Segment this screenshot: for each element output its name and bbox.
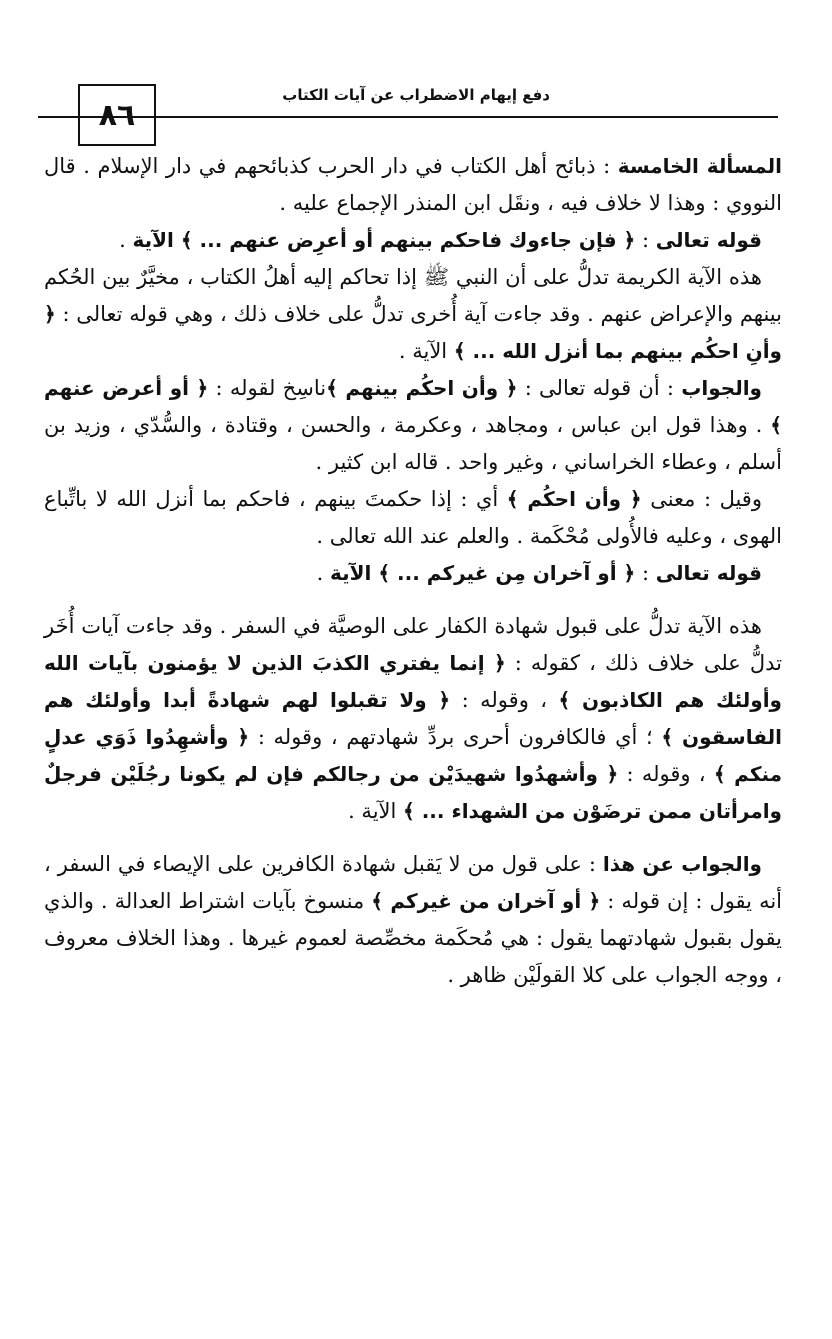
running-header-title: دفع إيهام الاضطراب عن آيات الكتاب (282, 86, 550, 104)
heading-lead: والجواب عن هذا (602, 852, 762, 876)
heading-lead: المسألة الخامسة (617, 154, 783, 178)
quran-verse: ﴿ أو أعرض عنهم ﴾ (44, 376, 782, 437)
paragraph-5: وقيل : معنى ﴿ وأن احكُم ﴾ أي : إذا حكمتَ بينهم ، فاحكم بما أنزل الله لا باتِّباع الهوى ، وعليه فالأُولى مُحْكَمة . والعلم عند الله تعالى . (44, 487, 782, 548)
paragraph-8: والجواب عن هذا : على قول من لا يَقبل شهادة الكافرين على الإيصاء في السفر ، أنه يقول : إن قوله : ﴿ أو آخران من غيركم ﴾ منسوخ بآيات اشتراط العدالة . والذي يقول بقبول شهادتهما يقول : هي مُحكَمة مخصِّصة لعموم غيرها . وهذا الخلاف معروف ، ووجه الجواب على كلا القولَيْن ظاهر . (44, 852, 783, 987)
paragraph-text: هذه الآية الكريمة تدلُّ على أن النبي ﷺ إذا تحاكم إليه أهلُ الكتاب ، مخيَّرٌ بين الحُكم بينهم والإعراض عنهم . وقد جاءت آية أُخرى تدلُّ على خلاف ذلك ، وهي قوله تعالى : (44, 265, 782, 326)
quran-verse: ﴿ وأن احكُم ﴾ (506, 487, 642, 511)
quran-verse: ﴿ وأن احكُم بينهم ﴾ (326, 376, 518, 400)
quran-verse: ﴿ أو آخران مِن غيركم ... ﴾ الآية (330, 561, 636, 585)
paragraph-text: : ذبائح أهل الكتاب في دار الحرب كذبائحهم في دار الإسلام . قال النووي : وهذا لا خلاف فيه ، ونقَل ابن المنذر الإجماع عليه . (44, 154, 782, 215)
quran-verse: ﴿ إنما يفتري الكذبَ الذين لا يؤمنون بآيات الله وأولئك هم الكاذبون ﴾ (44, 651, 782, 712)
page-body (44, 148, 782, 994)
heading-lead: قوله تعالى (655, 228, 762, 252)
paragraph-6: قوله تعالى : ﴿ أو آخران مِن غيركم ... ﴾ الآية . (316, 561, 762, 585)
quran-verse: ﴿ وأشهدُوا شهيدَيْن من رجالكم فإن لم يكونا رجُلَيْن فرجلٌ وامرأتان ممن ترضَوْن من الشهداء ... ﴾ (44, 762, 782, 823)
page-number: ٨٦ (78, 84, 156, 146)
paragraph-4: والجواب : أن قوله تعالى : ﴿ وأن احكُم بينهم ﴾ناسِخ لقوله : ﴿ أو أعرض عنهم ﴾ . وهذا قول ابن عباس ، ومجاهد ، وعكرمة ، والحسن ، وقتادة ، والسُّدّي ، وزيد بن أسلم ، وعطاء الخراساني ، وغير واحد . قاله ابن كثير . (44, 376, 782, 474)
quran-verse: ﴿ أو آخران من غيركم ﴾ (371, 889, 601, 913)
heading-lead: قوله تعالى (655, 561, 762, 585)
paragraph-7: هذه الآية تدلُّ على قبول شهادة الكفار على الوصيَّة في السفر . وقد جاءت آيات أُخَر تدلُّ على خلاف ذلك ، كقوله : ﴿ إنما يفتري الكذبَ الذين لا يؤمنون بآيات الله وأولئك هم الكاذبون ﴾ ، وقوله : ﴿ ولا تقبلوا لهم شهادةً أبدا وأولئك هم الفاسقون ﴾ ؛ أي فالكافرون أحرى بردِّ شهادتهم ، وقوله : ﴿ وأشهِدُوا ذَوَي عدلٍ منكم ﴾ ، وقوله : ﴿ وأشهدُوا شهيدَيْن من رجالكم فإن لم يكونا رجُلَيْن فرجلٌ وامرأتان ممن ترضَوْن من الشهداء ... ﴾ الآية . (44, 614, 783, 823)
quran-verse: ﴿ وأشهِدُوا ذَوَي عدلٍ منكم ﴾ (44, 725, 782, 786)
paragraph-3: هذه الآية الكريمة تدلُّ على أن النبي ﷺ إذا تحاكم إليه أهلُ الكتاب ، مخيَّرٌ بين الحُكم بينهم والإعراض عنهم . وقد جاءت آية أُخرى تدلُّ على خلاف ذلك ، وهي قوله تعالى : ﴿ وأنِ احكُم بينهم بما أنزل الله ... ﴾ الآية . (44, 265, 782, 363)
heading-lead: والجواب (681, 376, 762, 400)
quran-verse: ﴿ ولا تقبلوا لهم شهادةً أبدا وأولئك هم الفاسقون ﴾ (44, 688, 782, 749)
quran-verse: ﴿ فإن جاءوك فاحكم بينهم أو أعرِض عنهم ... ﴾ الآية (132, 228, 636, 252)
quran-verse: ﴿ وأنِ احكُم بينهم بما أنزل الله ... ﴾ (44, 302, 782, 363)
paragraph-1 (44, 148, 782, 222)
paragraph-2: قوله تعالى : ﴿ فإن جاءوك فاحكم بينهم أو أعرِض عنهم ... ﴾ الآية . (119, 228, 762, 252)
